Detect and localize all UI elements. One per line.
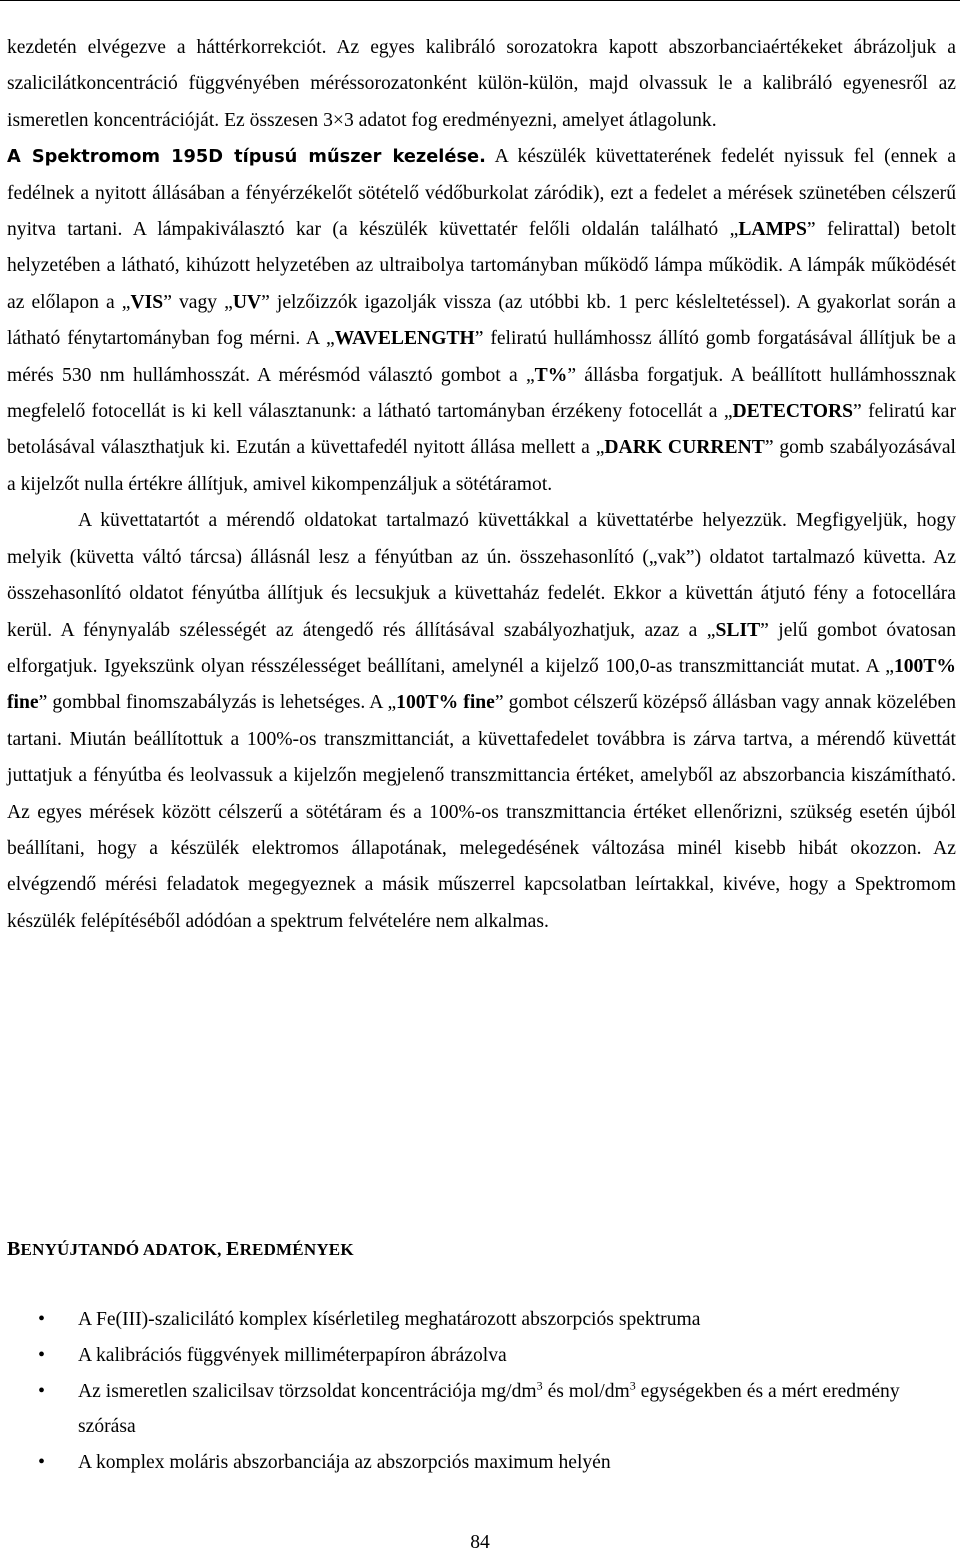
label-wavelength: WAVELENGTH: [334, 328, 475, 350]
superscript: 3: [629, 1378, 636, 1393]
label-100t-fine: 100T% fine: [7, 655, 956, 714]
list-item-text: A Fe(III)-szalicilátó komplex kísérletileg meghatározott abszorpciós spektruma: [78, 1309, 701, 1330]
paragraph-measurement: [7, 503, 956, 940]
page-body: [7, 30, 956, 940]
text-run: A készülék küvettaterének fedelét nyissuk fel (ennek a fedélnek a nyitott állásában a fényérzékelőt sötételő védőburkolat záródik), ezt a fedelet a mérések szünetében célszerű nyitva tartani. A lámpakiválasztó kar (a készülék küvettatér felőli oldalán található „: [7, 146, 956, 241]
bullet-icon: •: [38, 1308, 46, 1330]
list-item: [7, 1302, 952, 1337]
label-t-percent: T%: [534, 364, 568, 386]
text-run: ” gombot célszerű középső állásban vagy annak közelében tartani. Miután beállítottuk a 100%-os transzmittanciát, a küvettafedelet továbbra is zárva tartva, a mérendő küvettát juttatjuk a fényútba és leolvassuk a kijelzőn megjelenő transzmittancia értéket, amelyből az abszorbancia kiszámítható. Az egyes mérések között célszerű a sötétáram és a 100%-os transzmittancia értéket ellenőrizni, szükség esetén újból beállítani, hogy a készülék elektromos állapotának, melegedésének változása minél kisebb hibát okozzon. Az elvégzendő mérési feladatok megegyeznek a másik műszerrel kapcsolatban leírtakkal, kivéve, hogy a Spektromom készülék felépítéséből adódóan a spektrum felvételére nem alkalmas.: [7, 692, 956, 932]
paragraph-calibration: [7, 30, 956, 139]
label-slit: SLIT: [715, 619, 761, 641]
paragraph-instrument-operation: [7, 139, 956, 503]
text-run: ” gombbal finomszabályzás is lehetséges. A „: [38, 692, 397, 714]
instrument-heading: A Spektromom 195D típusú műszer kezelése.: [7, 146, 486, 168]
list-item-text: A komplex moláris abszorbanciája az abszorpciós maximum helyén: [78, 1452, 611, 1473]
top-rule: [0, 0, 960, 1]
paragraph-calibration-text: kezdetén elvégezve a háttérkorrekciót. Az egyes kalibráló sorozatokra kapott abszorbanciaértékeket ábrázoljuk a szalicilátkoncentráció függvényében méréssorozatonként külön-külön, majd olvassuk le a kalibráló egyenesről az ismeretlen koncentrációját. Ez összesen 3×3 adatot fog eredményezni, amelyet átlagolunk.: [7, 37, 956, 131]
label-vis: VIS: [130, 291, 164, 313]
label-100t-fine: 100T% fine: [396, 692, 495, 714]
list-item: [7, 1445, 952, 1480]
deliverables-list: [7, 1302, 952, 1481]
superscript: 3: [536, 1378, 543, 1393]
bullet-icon: •: [38, 1380, 46, 1402]
list-item-text: A kalibrációs függvények milliméterpapíron ábrázolva: [78, 1345, 507, 1366]
label-uv: UV: [232, 291, 262, 313]
text-run: ” állásba forgatjuk. A beállított hullámhossznak megfelelő fotocellát is ki kell választanunk: a látható tartományban érzékeny fotocellát a „: [7, 364, 956, 423]
text-run: ” gomb szabályozásával a kijelzőt nulla értékre állítjuk, amivel kikompenzáljuk a sötétáramot.: [7, 437, 956, 495]
text-run: ” feliratú kar betolásával választhatjuk ki. Ezután a küvettafedél nyitott állása mellett a „: [7, 401, 956, 459]
list-item: [7, 1374, 952, 1444]
list-item: [7, 1338, 952, 1373]
list-item-text: Az ismeretlen szalicilsav törzsoldat koncentrációja mg/dm: [78, 1381, 537, 1402]
section-title-part: REDMÉNYEK: [239, 1240, 354, 1259]
list-item-text: és mol/dm: [542, 1381, 630, 1402]
section-title: [7, 1238, 354, 1261]
label-dark-current: DARK CURRENT: [604, 437, 765, 459]
text-run: ” jelű gombot óvatosan elforgatjuk. Igyekszünk olyan résszélességet beállítani, amelynél a kijelző 100,0-as transzmittanciát mutat. A „: [7, 619, 956, 677]
text-run: A küvettatartót a mérendő oldatokat tartalmazó küvettákkal a küvettatérbe helyezzük. Megfigyeljük, hogy melyik (küvetta váltó tárcsa) állásnál lesz a fényútban az ún. összehasonlító („vak”) oldatot tartalmazó küvetta. Az összehasonlító oldatot fényútba állítjuk és lecsukjuk a küvettaház fedelét. Ekkor a küvettán átjutó fény a fotocellára kerül. A fénynyaláb szélességét az átengedő rés állításával szabályozhatjuk, azaz a „: [7, 510, 956, 641]
section-title-part: ENYÚJTANDÓ ADATOK,: [20, 1240, 227, 1259]
bullet-icon: •: [38, 1451, 46, 1473]
bullet-icon: •: [38, 1344, 46, 1366]
text-run: ” feliratú hullámhossz állító gomb forgatásával állítjuk be a mérés 530 nm hullámhosszát. A mérésmód választó gombot a „: [7, 328, 956, 386]
page-number: 84: [470, 1532, 490, 1553]
text-run: ” jelzőizzók igazolják vissza (az utóbbi kb. 1 perc késleltetéssel). A gyakorlat során a látható fénytartományban fog mérni. A „: [7, 291, 956, 350]
section-title-initial: E: [226, 1238, 240, 1260]
section-title-initial: B: [7, 1238, 21, 1260]
label-detectors: DETECTORS: [732, 401, 854, 423]
text-run: ” vagy „: [163, 291, 233, 313]
list-item-text: egységekben és a mért eredmény szórása: [78, 1381, 900, 1437]
text-run: ” felirattal) betolt helyzetében a látható, kihúzott helyzetében az ultraibolya tartományban működő lámpa működik. A lámpák működését az előlapon a „: [7, 219, 956, 313]
label-lamps: LAMPS: [738, 219, 807, 241]
